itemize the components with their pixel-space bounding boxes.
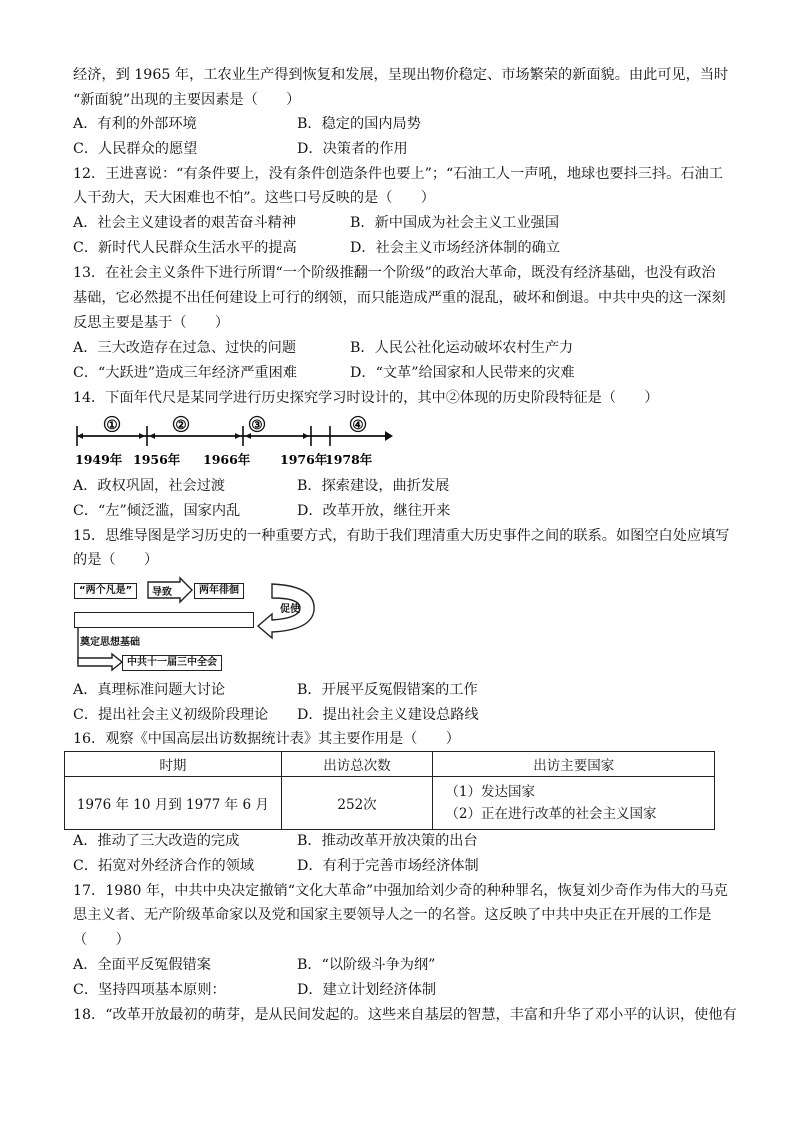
- q14-option-b[interactable]: B．探索建设，曲折发展: [297, 478, 450, 494]
- timeline-year-1949: 1949年: [75, 452, 123, 467]
- timeline-marker-1: ①: [106, 417, 118, 432]
- q16-option-d[interactable]: D．有利于完善市场经济体制: [297, 858, 479, 874]
- q15-option-d[interactable]: D．提出社会主义建设总路线: [297, 707, 479, 723]
- mindmap-box-two-whatevers: “两个凡是”: [74, 583, 137, 599]
- mindmap-arrow-label-2: 促使: [280, 604, 300, 615]
- timeline-marker-4: ④: [352, 417, 364, 432]
- table-header-count: 出访总次数: [281, 752, 433, 777]
- q11-option-a[interactable]: A．有利的外部环境: [73, 116, 197, 132]
- q18-text: 18．“改革开放最初的萌芽，是从民间发起的。这些来自基层的智慧，丰富和升华了邓小平的认识，使他有: [73, 1007, 737, 1023]
- q16-option-c[interactable]: C．拓宽对外经济合作的领域: [73, 858, 255, 874]
- mindmap-figure: [74, 576, 324, 676]
- mindmap-label-foundation: 奠定思想基础: [80, 637, 140, 648]
- q17-text-line3: （ ）: [73, 932, 130, 948]
- q17-text-line2: 思主义者、无产阶级革命家以及党和国家主要领导人之一的名誉。这反映了中共中央正在开展的工作是: [73, 907, 712, 923]
- q16-option-a[interactable]: A．推动了三大改造的完成: [73, 833, 240, 849]
- q11-option-c[interactable]: C．人民群众的愿望: [73, 141, 198, 157]
- q12-text-line2: 人干劲大，天大困难也不怕”。这些口号反映的是（ ）: [73, 190, 435, 206]
- q17-text-line1: 17．1980 年，中共中央决定撤销“文化大革命”中强加给刘少奇的种种罪名，恢复刘少奇作为伟大的马克: [73, 883, 728, 899]
- q11-option-b[interactable]: B．稳定的国内局势: [297, 116, 421, 132]
- q17-option-b[interactable]: B．“以阶级斗争为纲”: [297, 957, 436, 973]
- mindmap-blank-box: [74, 612, 254, 628]
- table-cell-countries: [433, 777, 715, 830]
- q17-option-a[interactable]: A．全面平反冤假错案: [73, 957, 211, 973]
- q15-text-line2: 的是（ ）: [73, 552, 159, 568]
- timeline-marker-3: ③: [251, 417, 263, 432]
- q14-option-a[interactable]: A．政权巩固，社会过渡: [73, 478, 226, 494]
- timeline-year-1976: 1976年: [280, 452, 328, 467]
- q17-option-c[interactable]: C．坚持四项基本原则：: [73, 982, 226, 998]
- q15-option-c[interactable]: C．提出社会主义初级阶段理论: [73, 707, 269, 723]
- q17-option-d[interactable]: D．建立计划经济体制: [297, 982, 437, 998]
- mindmap-box-third-plenum: 中共十一届三中全会: [122, 655, 222, 671]
- q12-text-line1: 12．王进喜说：“有条件要上，没有条件创造条件也要上”；“石油工人一声吼，地球也要抖三抖。石油工: [73, 166, 723, 182]
- q12-option-d[interactable]: D．社会主义市场经济体制的确立: [350, 240, 561, 256]
- timeline-year-1978: 1978年: [325, 452, 373, 467]
- visit-stats-table: [64, 751, 715, 830]
- country-item: （1）发达国家: [445, 784, 536, 800]
- q13-text-line1: 13．在社会主义条件下进行所谓“一个阶级推翻一个阶级”的政治大革命，既没有经济基础，也没有政治: [73, 265, 716, 281]
- q13-option-c[interactable]: C．“大跃进”造成三年经济严重困难: [73, 365, 297, 381]
- q14-option-c[interactable]: C．“左”倾泛滥，国家内乱: [73, 503, 241, 519]
- q13-text-line2: 基础，它必然提不出任何建设上可行的纲领，而只能造成严重的混乱，破坏和倒退。中共中央的这一深刻: [73, 290, 726, 306]
- q13-option-d[interactable]: D．“文革”给国家和人民带来的灾难: [350, 365, 575, 381]
- table-row: [65, 777, 715, 830]
- q16-option-b[interactable]: B．推动改革开放决策的出台: [297, 833, 478, 849]
- q15-option-a[interactable]: A．真理标准问题大讨论: [73, 682, 226, 698]
- timeline-year-1966: 1966年: [203, 452, 251, 467]
- mindmap-arrow-3: [78, 654, 122, 670]
- mindmap-box-two-years: 两年徘徊: [194, 583, 244, 599]
- timeline-arrowhead: [385, 431, 393, 441]
- table-cell-period: 1976 年 10 月到 1977 年 6 月: [65, 777, 282, 830]
- timeline-year-1956: 1956年: [133, 452, 181, 467]
- table-header-period: 时期: [65, 752, 282, 777]
- q13-option-b[interactable]: B．人民公社化运动破坏农村生产力: [350, 340, 574, 356]
- timeline-marker-2: ②: [175, 417, 187, 432]
- q14-text: 14．下面年代尺是某同学进行历史探究学习时设计的，其中②体现的历史阶段特征是（ ）: [73, 390, 659, 406]
- q12-option-b[interactable]: B．新中国成为社会主义工业强国: [350, 215, 560, 231]
- timeline-figure: [75, 414, 395, 472]
- q12-option-a[interactable]: A．社会主义建设者的艰苦奋斗精神: [73, 215, 297, 231]
- q16-text: 16．观察《中国高层出访数据统计表》其主要作用是（ ）: [73, 731, 460, 747]
- table-header-countries: 出访主要国家: [433, 752, 715, 777]
- q15-option-b[interactable]: B．开展平反冤假错案的工作: [297, 682, 478, 698]
- q13-option-a[interactable]: A．三大改造存在过急、过快的问题: [73, 340, 297, 356]
- mindmap-arrow-label-1: 导致: [152, 587, 172, 598]
- q15-text-line1: 15．思维导图是学习历史的一种重要方式，有助于我们理清重大历史事件之间的联系。如图空白处应填写: [73, 528, 730, 544]
- q12-option-c[interactable]: C．新时代人民群众生活水平的提高: [73, 240, 297, 256]
- q11-text-line2: “新面貌”出现的主要因素是（ ）: [73, 92, 301, 108]
- q13-text-line3: 反思主要是基于（ ）: [73, 315, 230, 331]
- q11-text-line1: 经济，到 1965 年，工农业生产得到恢复和发展，呈现出物价稳定、市场繁荣的新面貌。由此可见，当时: [73, 67, 729, 83]
- table-header-row: [65, 752, 715, 777]
- q14-option-d[interactable]: D．改革开放，继往开来: [297, 503, 451, 519]
- table-cell-count: 252次: [281, 777, 433, 830]
- q11-option-d[interactable]: D．决策者的作用: [297, 141, 408, 157]
- country-item: （2）正在进行改革的社会主义国家: [445, 806, 657, 822]
